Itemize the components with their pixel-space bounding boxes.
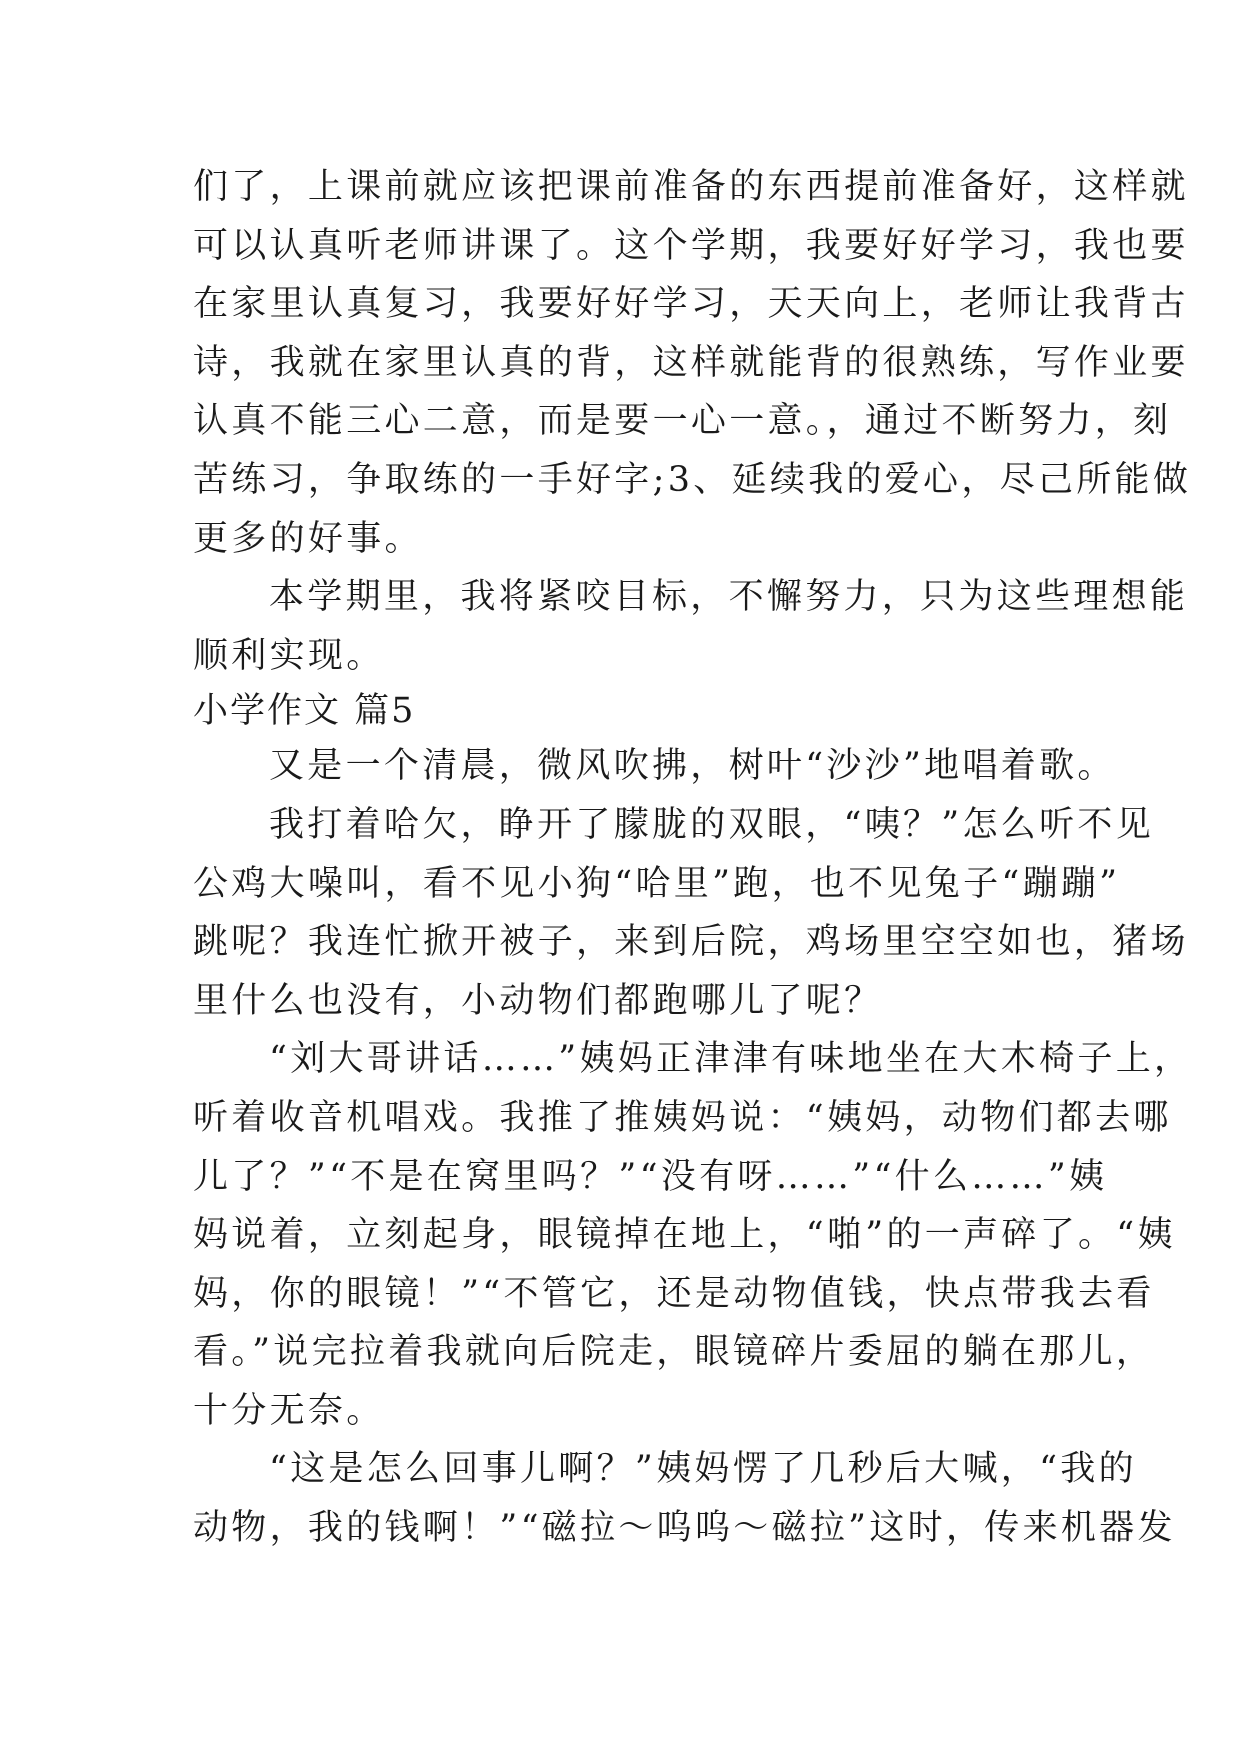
text-line: 顺利实现。 [193, 635, 385, 676]
section-heading: 小学作文 篇5 [193, 691, 416, 732]
text-line: 妈说着，立刻起身，眼镜掉在地上，“啪”的一声碎了。“姨 [193, 1215, 1176, 1256]
text-line: 又是一个清晨，微风吹拂，树叶“沙沙”地唱着歌。 [269, 746, 1116, 787]
paragraph [193, 1440, 1176, 1557]
text-line: 听着收音机唱戏。我推了推姨妈说：“姨妈，动物们都去哪 [193, 1097, 1172, 1138]
text-line: 我打着哈欠，睁开了朦胧的双眼，“咦？”怎么听不见 [269, 804, 1154, 845]
text-line: 跳呢？我连忙掀开被子，来到后院，鸡场里空空如也，猪场 [193, 922, 1189, 963]
text-line: 更多的好事。 [193, 518, 423, 559]
text-line: “刘大哥讲话……”姨妈正津津有味地坐在大木椅子上， [269, 1039, 1193, 1080]
text-line: 认真不能三心二意，而是要一心一意。，通过不断努力，刻 [193, 401, 1172, 442]
paragraph [193, 568, 1189, 685]
paragraph [193, 1030, 1193, 1440]
paragraph [193, 158, 1192, 568]
text-line: 动物，我的钱啊！”“磁拉～呜呜～磁拉”这时，传来机器发 [193, 1508, 1176, 1549]
text-line: 妈，你的眼镜！”“不管它，还是动物值钱，快点带我去看 [193, 1273, 1155, 1314]
text-line: 们了，上课前就应该把课前准备的东西提前准备好，这样就 [193, 167, 1189, 207]
document-body [193, 158, 1193, 1558]
text-line: 可以认真听老师讲课了。这个学期，我要好好学习，我也要 [193, 225, 1189, 266]
text-line: 诗，我就在家里认真的背，这样就能背的很熟练，写作业要 [193, 342, 1189, 383]
text-line: 十分无奈。 [193, 1390, 385, 1431]
text-line: 看。”说完拉着我就向后院走，眼镜碎片委屈的躺在那儿， [193, 1332, 1155, 1373]
paragraph [193, 796, 1189, 1030]
text-line: “这是怎么回事儿啊？”姨妈愣了几秒后大喊，“我的 [269, 1449, 1137, 1490]
text-line: 儿了？”“不是在窝里吗？”“没有呀……”“什么……”姨 [193, 1156, 1108, 1197]
text-line: 在家里认真复习，我要好好学习，天天向上，老师让我背古 [193, 284, 1189, 325]
text-line: 里什么也没有，小动物们都跑哪儿了呢？ [193, 980, 883, 1021]
paragraph [193, 737, 1116, 796]
text-line: 本学期里，我将紧咬目标，不懈努力，只为这些理想能 [269, 577, 1189, 618]
text-line: 公鸡大噪叫，看不见小狗“哈里”跑，也不见兔子“蹦蹦” [193, 863, 1121, 904]
text-line: 苦练习，争取练的一手好字;3、延续我的爱心，尽己所能做 [193, 459, 1192, 500]
